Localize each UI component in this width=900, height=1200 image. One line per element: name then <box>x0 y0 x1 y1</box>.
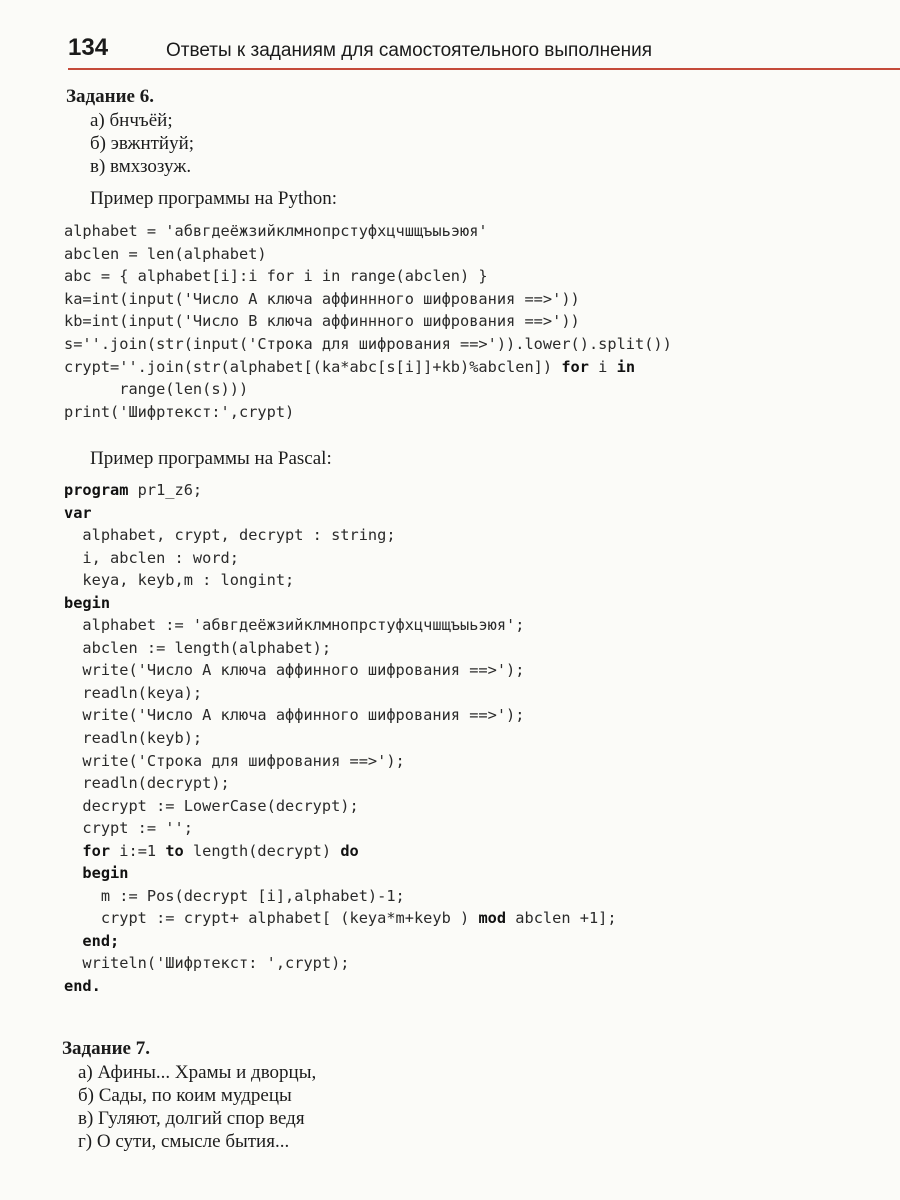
code-line <box>64 682 617 705</box>
code-line <box>64 840 617 863</box>
answer-item: б) Сады, по коим мудрецы <box>78 1085 292 1106</box>
code-line <box>64 502 617 525</box>
code-line <box>64 378 672 401</box>
code-line <box>64 907 617 930</box>
code-keyword: for <box>82 841 111 860</box>
code-text <box>64 842 82 860</box>
code-text: alphabet = 'абвгдеёжзийклмнопрстуфхцчшщъыьэюя' <box>64 222 488 240</box>
code-text: readln(decrypt); <box>64 774 230 793</box>
code-text: crypt := ''; <box>64 819 193 838</box>
code-line <box>64 592 617 615</box>
code-line <box>64 288 672 311</box>
code-text: m := Pos(decrypt [i],alphabet)-1; <box>64 886 405 905</box>
code-text: write('Число А ключа аффинного шифрования ==>'); <box>64 661 525 680</box>
answer-item: в) вмхзозуж. <box>90 156 192 177</box>
code-line <box>64 220 672 243</box>
code-keyword: do <box>340 841 359 860</box>
code-text: decrypt := LowerCase(decrypt); <box>64 796 359 815</box>
code-text: alphabet := 'абвгдеёжзийклмнопрстуфхцчшщъыьэюя'; <box>64 616 525 635</box>
running-title: Ответы к заданиям для самостоятельного выполнения <box>166 40 653 61</box>
code-text <box>64 932 82 950</box>
code-line <box>64 479 617 502</box>
page-header <box>68 32 900 72</box>
code-line <box>64 750 617 773</box>
code-line <box>64 795 617 818</box>
code-line <box>64 952 617 975</box>
code-text: kb=int(input('Число В ключа аффиннного шифрования ==>')) <box>64 312 580 331</box>
code-text: abclen := length(alphabet); <box>64 638 332 657</box>
code-text: crypt := crypt+ alphabet[ (keya*m+keyb ) <box>64 909 479 928</box>
python-example-heading: Пример программы на Python: <box>90 188 338 209</box>
code-text: readln(keya); <box>64 683 203 702</box>
pascal-example-heading: Пример программы на Pascal: <box>90 448 332 469</box>
code-line <box>64 524 617 547</box>
code-keyword: end. <box>64 977 101 996</box>
code-line <box>64 569 617 592</box>
code-text: range(len(s))) <box>64 380 249 399</box>
code-text: s=''.join(str(input('Строка для шифрования ==>')).lower().split()) <box>64 334 672 353</box>
code-keyword: in <box>616 357 636 376</box>
answer-item: а) бнчъёй; <box>90 110 173 131</box>
code-line <box>64 333 672 356</box>
code-line <box>64 862 617 885</box>
code-keyword: mod <box>478 909 507 928</box>
code-line <box>64 243 672 266</box>
code-text: abclen = len(alphabet) <box>64 244 267 263</box>
code-text: i <box>588 357 617 376</box>
code-text: writeln('Шифртекст: ',crypt); <box>64 954 350 973</box>
code-line <box>64 885 617 908</box>
code-text: write('Число А ключа аффинного шифрования ==>'); <box>64 706 525 725</box>
code-text: alphabet, crypt, decrypt : string; <box>64 526 396 545</box>
code-line <box>64 975 617 998</box>
header-divider <box>68 68 900 70</box>
code-line <box>64 637 617 660</box>
code-line <box>64 727 617 750</box>
code-text: ka=int(input('Число А ключа аффиннного шифрования ==>')) <box>64 289 580 308</box>
code-line <box>64 930 617 953</box>
code-text: print('Шифртекст:',crypt) <box>64 402 295 421</box>
task6-heading: Задание 6. <box>66 86 154 107</box>
code-line <box>64 310 672 333</box>
code-line <box>64 614 617 637</box>
answer-item: а) Афины... Храмы и дворцы, <box>78 1062 317 1083</box>
code-keyword: end; <box>82 931 120 950</box>
pascal-code-block <box>64 479 617 998</box>
code-text: length(decrypt) <box>183 841 341 860</box>
code-line <box>64 401 672 424</box>
answer-item: г) О сути, смысле бытия... <box>78 1131 290 1152</box>
code-text: keya, keyb,m : longint; <box>64 571 295 590</box>
code-text: abclen +1]; <box>506 909 617 928</box>
code-line <box>64 817 617 840</box>
code-line <box>64 547 617 570</box>
task6-answers <box>90 109 194 178</box>
code-line <box>64 265 672 288</box>
code-line <box>64 772 617 795</box>
code-text: crypt=''.join(str(alphabet[(ka*abc[s[i]]+kb)%abclen]) <box>64 357 562 376</box>
code-keyword: program <box>64 481 129 499</box>
answer-item: в) Гуляют, долгий спор ведя <box>78 1108 305 1129</box>
code-text: write('Строка для шифрования ==>'); <box>64 751 405 770</box>
answer-item: б) эвжнтйуй; <box>90 133 195 154</box>
code-line <box>64 704 617 727</box>
code-keyword: to <box>165 841 184 860</box>
code-text: pr1_z6; <box>128 481 203 499</box>
page-number: 134 <box>68 34 109 61</box>
code-text: i:=1 <box>110 841 166 860</box>
code-text: abc = { alphabet[i]:i for i in range(abclen) } <box>64 267 488 286</box>
code-keyword: var <box>64 503 92 522</box>
code-text: readln(keyb); <box>64 729 203 748</box>
code-keyword: begin <box>82 864 129 883</box>
code-keyword: begin <box>64 593 111 612</box>
code-keyword: for <box>561 357 589 376</box>
code-text <box>64 864 82 882</box>
code-line <box>64 659 617 682</box>
python-code-block <box>64 220 672 423</box>
task7-answers <box>78 1061 316 1153</box>
code-text: i, abclen : word; <box>64 548 239 567</box>
code-line <box>64 356 672 379</box>
task7-heading: Задание 7. <box>62 1038 150 1059</box>
